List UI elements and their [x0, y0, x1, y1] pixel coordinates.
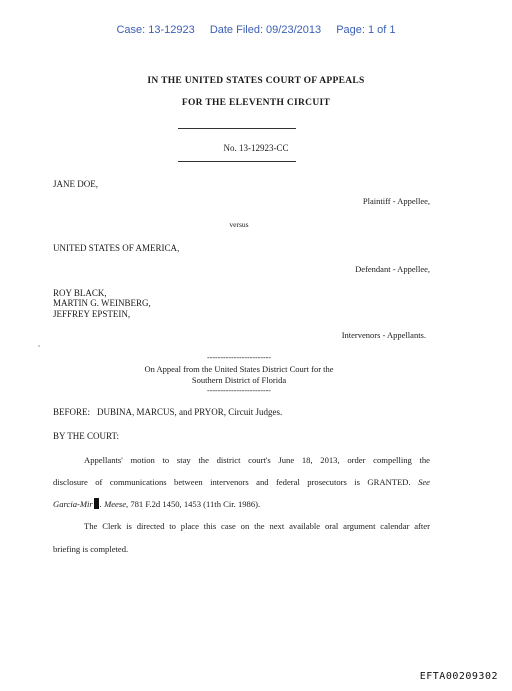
appeal-line-1: On Appeal from the United States District Court for the: [144, 364, 334, 374]
page-number-header: Page: 1 of 1: [336, 24, 396, 36]
order-p1-line3: [53, 498, 260, 510]
scan-speck: [38, 345, 40, 347]
plaintiff-role: Plaintiff - Appellee,: [362, 196, 430, 206]
before-label: BEFORE:: [53, 407, 91, 417]
versus-label: versus: [229, 220, 249, 229]
appeal-dashes-top: ------------------------: [207, 353, 271, 362]
intervenor-1: ROY BLACK,: [53, 288, 107, 298]
intervenor-3: JEFFREY EPSTEIN,: [53, 309, 131, 319]
order-case-cite-c: , 781 F.2d 1450, 1453 (11th Cir. 1986).: [126, 499, 261, 509]
date-filed-header: Date Filed: 09/23/2013: [209, 24, 322, 36]
order-case-cite-b: . Meese: [99, 499, 127, 509]
court-title-line2: FOR THE ELEVENTH CIRCUIT: [181, 98, 331, 108]
case-number: No. 13-12923-CC: [223, 143, 289, 153]
plaintiff-name: JANE DOE,: [53, 179, 98, 189]
appeal-line-2: Southern District of Florida: [191, 375, 287, 385]
before-judges: DUBINA, MARCUS, and PRYOR, Circuit Judges.: [97, 407, 283, 417]
order-p1-line2: [53, 476, 430, 488]
divider-bottom: [178, 161, 296, 162]
defendant-name: UNITED STATES OF AMERICA,: [53, 243, 180, 253]
order-p1-line2-text: disclosure of communications between intervenors and federal prosecutors is GRANTED.: [53, 477, 411, 487]
defendant-role: Defendant - Appellee,: [355, 264, 430, 274]
appeal-dashes-bottom: ------------------------: [207, 386, 271, 395]
order-p2-line2: briefing is completed.: [53, 544, 129, 554]
order-case-cite-a: Garcia-Mir: [53, 499, 93, 509]
bates-number: EFTA00209302: [419, 671, 498, 682]
intervenors-role: Intervenors - Appellants.: [341, 330, 426, 340]
intervenor-2: MARTIN G. WEINBERG,: [53, 298, 151, 308]
order-p2-line1: The Clerk is directed to place this case on the next available oral argument calendar after: [84, 521, 430, 531]
docket-header: [0, 24, 512, 36]
divider-top: [178, 128, 296, 129]
court-title-line1: IN THE UNITED STATES COURT OF APPEALS: [147, 76, 365, 86]
order-p1-line1: Appellants' motion to stay the district court's June 18, 2013, order compelling the: [84, 455, 430, 465]
case-number-header: Case: 13-12923: [116, 24, 195, 36]
order-see-signal: See: [418, 477, 430, 487]
redaction-block: [94, 498, 99, 509]
by-the-court: BY THE COURT:: [53, 431, 120, 441]
